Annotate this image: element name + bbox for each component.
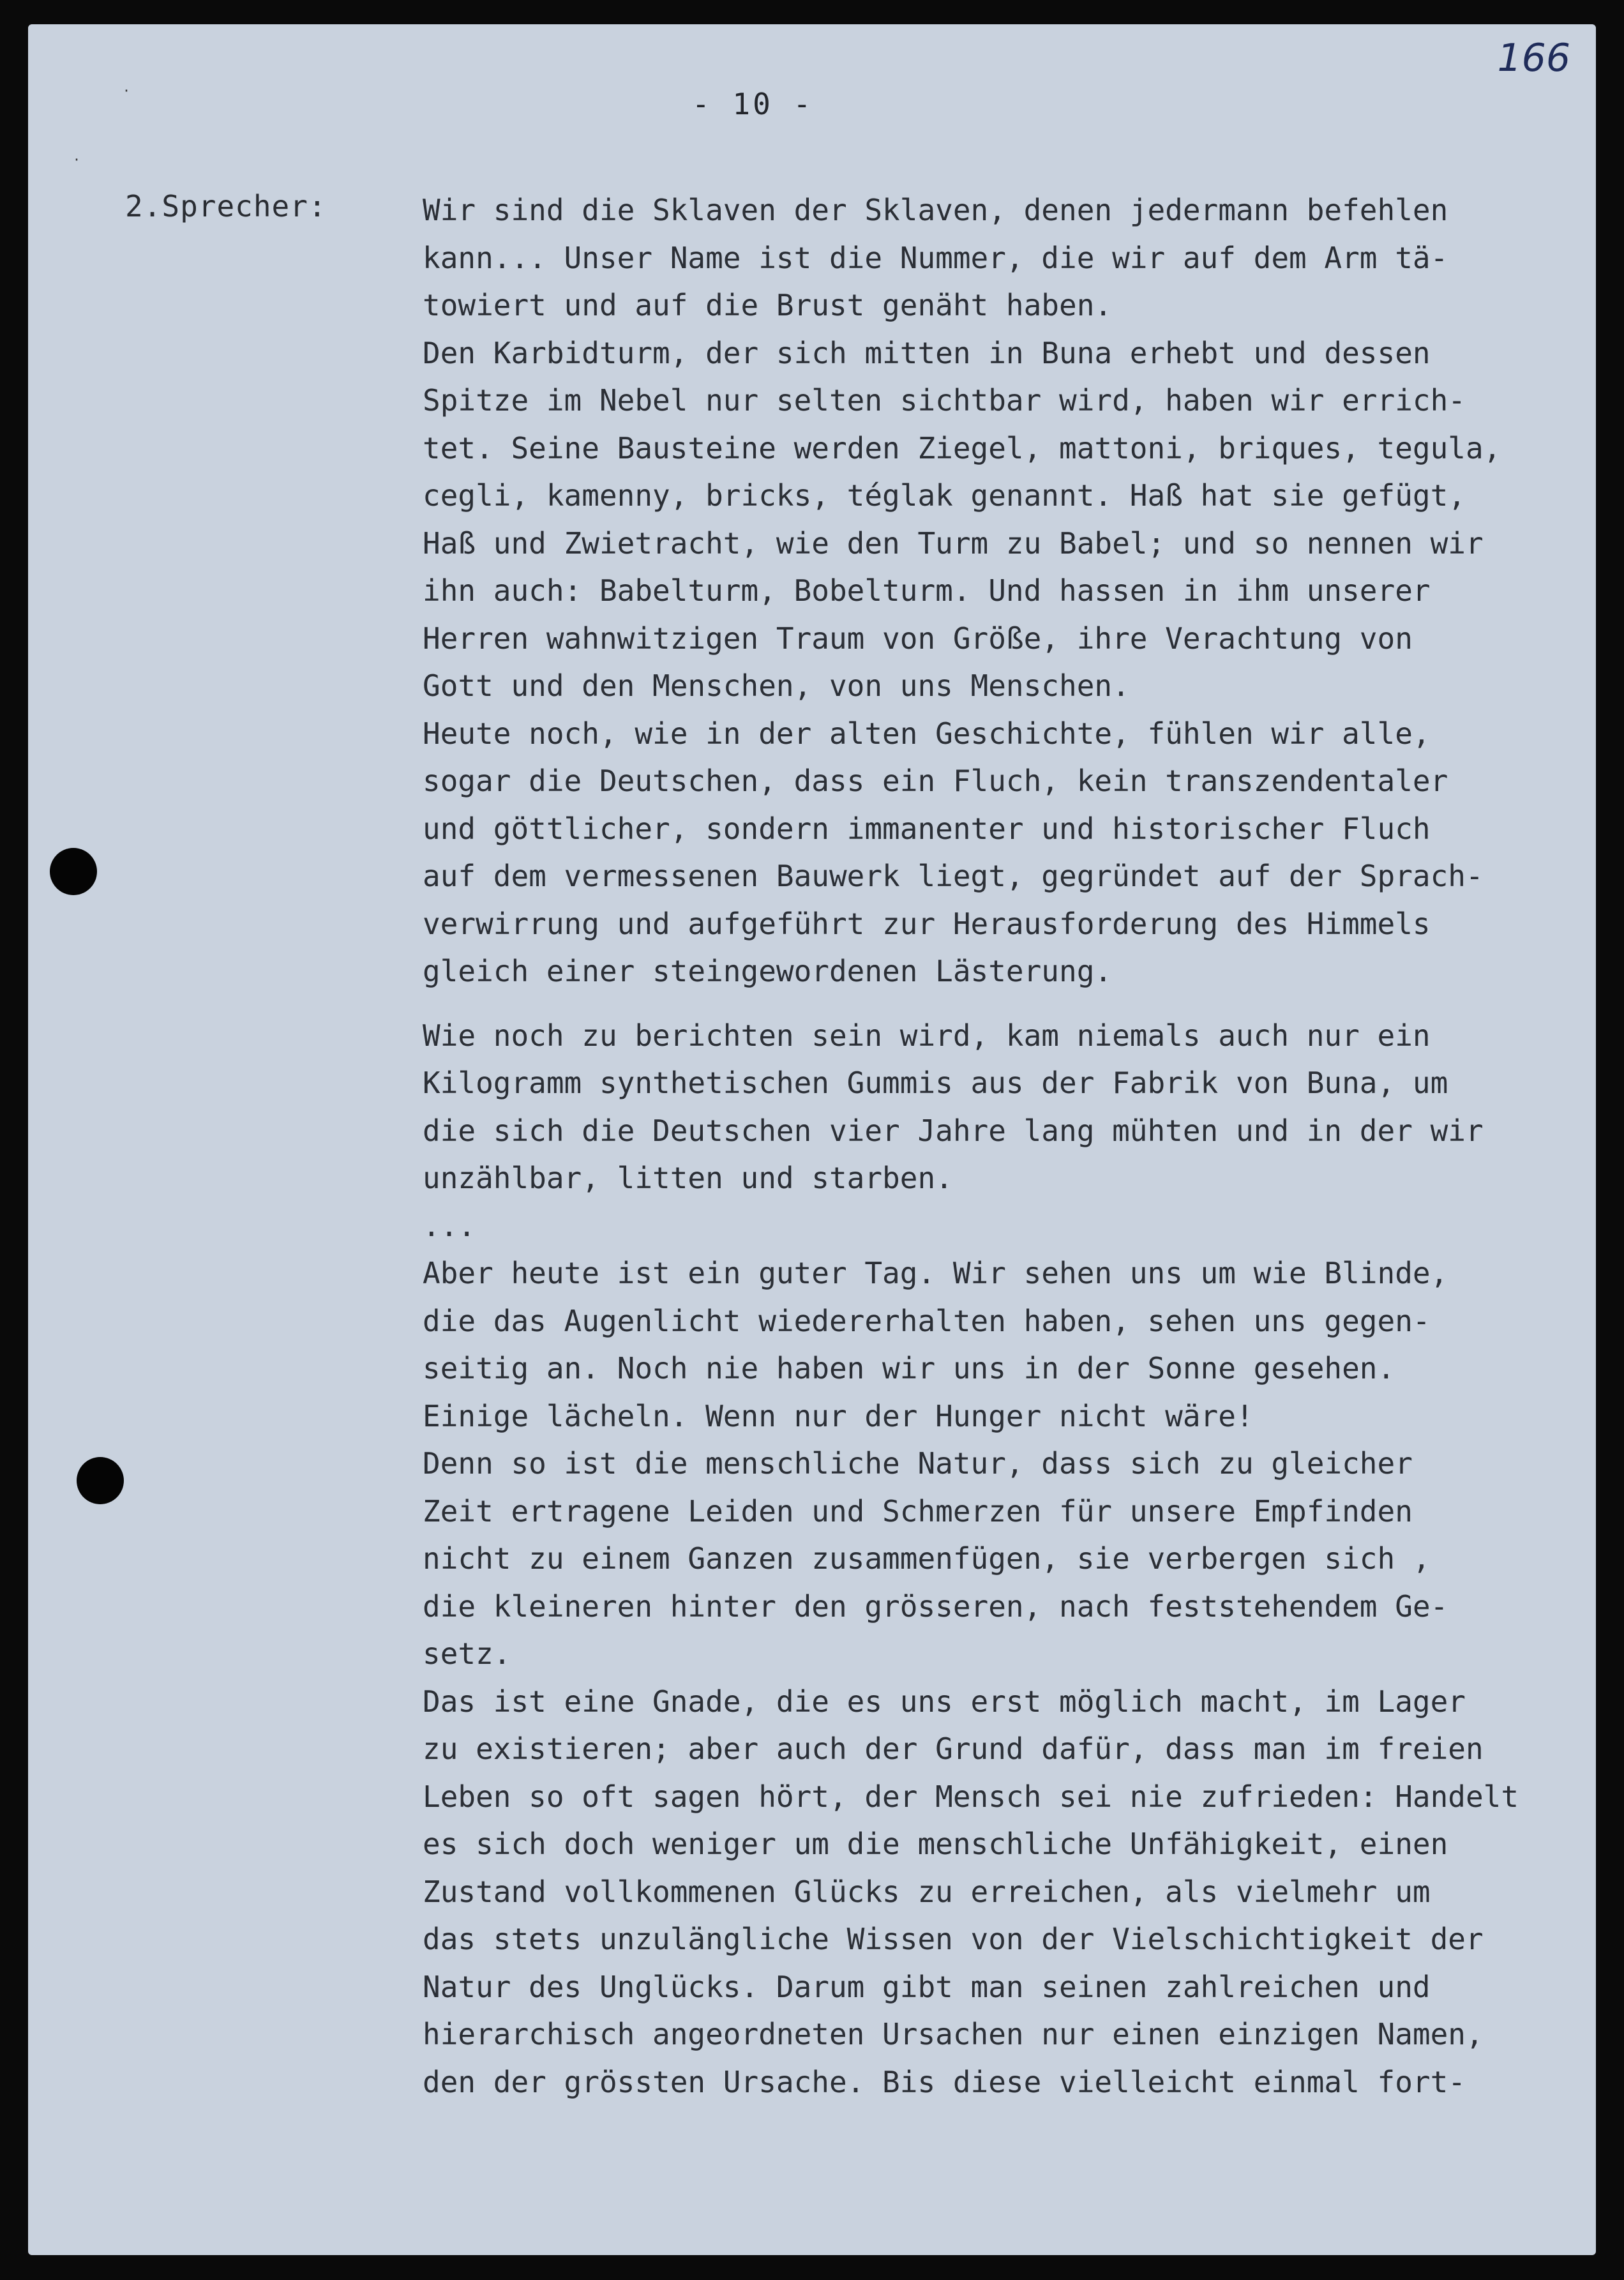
text-line: die kleineren hinter den grösseren, nach feststehendem Ge- xyxy=(423,1589,1448,1624)
text-line: towiert und auf die Brust genäht haben. xyxy=(423,288,1113,322)
text-line: gleich einer steingewordenen Lästerung. xyxy=(423,954,1113,988)
text-line: Spitze im Nebel nur selten sichtbar wird, haben wir errich- xyxy=(423,383,1466,418)
text-line: die sich die Deutschen vier Jahre lang mühten und in der wir xyxy=(423,1113,1484,1148)
text-line: cegli, kamenny, bricks, téglak genannt. Haß hat sie gefügt, xyxy=(423,478,1466,513)
text-line: nicht zu einem Ganzen zusammenfügen, sie verbergen sich , xyxy=(423,1541,1431,1576)
speck-mark: · xyxy=(123,83,131,98)
paragraph-2 xyxy=(423,1012,1623,2106)
document-page xyxy=(28,24,1596,2255)
paragraph-gap xyxy=(423,995,1623,1012)
punch-hole xyxy=(77,1457,124,1504)
text-line: Wie noch zu berichten sein wird, kam niemals auch nur ein xyxy=(423,1018,1431,1053)
text-line: unzählbar, litten und starben. xyxy=(423,1161,953,1195)
text-line: Gott und den Menschen, von uns Menschen. xyxy=(423,668,1130,703)
text-line: Herren wahnwitzigen Traum von Größe, ihre Verachtung von xyxy=(423,621,1413,656)
text-line: tet. Seine Bausteine werden Ziegel, mattoni, briques, tegula, xyxy=(423,430,1501,465)
archive-page-number: 166 xyxy=(1497,36,1570,80)
text-line: den der grössten Ursache. Bis diese vielleicht einmal fort- xyxy=(423,2064,1466,2099)
speaker-label: 2.Sprecher: xyxy=(125,189,327,223)
text-line: verwirrung und aufgeführt zur Herausforderung des Himmels xyxy=(423,906,1431,941)
text-line: das stets unzulängliche Wissen von der Vielschichtigkeit der xyxy=(423,1922,1484,1956)
text-line: ... xyxy=(423,1208,476,1243)
text-line: zu existieren; aber auch der Grund dafür, dass man im freien xyxy=(423,1732,1484,1766)
text-line: Zeit ertragene Leiden und Schmerzen für unsere Empfinden xyxy=(423,1493,1413,1529)
text-line: Heute noch, wie in der alten Geschichte, fühlen wir alle, xyxy=(423,716,1431,751)
paragraph-1 xyxy=(423,186,1623,995)
text-line: Kilogramm synthetischen Gummis aus der Fabrik von Buna, um xyxy=(423,1066,1448,1100)
text-line: Zustand vollkommenen Glücks zu erreichen, als vielmehr um xyxy=(423,1874,1431,1909)
text-line: sogar die Deutschen, dass ein Fluch, kein transzendentaler xyxy=(423,764,1448,798)
text-line: auf dem vermessenen Bauwerk liegt, gegründet auf der Sprach- xyxy=(423,859,1484,893)
page-number: - 10 - xyxy=(692,87,814,121)
text-line: Leben so oft sagen hört, der Mensch sei nie zufrieden: Handelt xyxy=(423,1779,1519,1814)
text-line: setz. xyxy=(423,1636,511,1671)
text-line: ihn auch: Babelturm, Bobelturm. Und hassen in ihm unserer xyxy=(423,573,1431,608)
punch-hole xyxy=(50,848,97,895)
text-line: die das Augenlicht wiedererhalten haben, sehen uns gegen- xyxy=(423,1303,1431,1338)
text-line: hierarchisch angeordneten Ursachen nur einen einzigen Namen, xyxy=(423,2017,1484,2051)
text-line: Den Karbidturm, der sich mitten in Buna erhebt und dessen xyxy=(423,335,1431,370)
text-line: und göttlicher, sondern immanenter und historischer Fluch xyxy=(423,811,1431,846)
speck-mark: · xyxy=(73,152,81,167)
text-line: es sich doch weniger um die menschliche Unfähigkeit, einen xyxy=(423,1827,1448,1861)
text-line: Haß und Zwietracht, wie den Turm zu Babel; und so nennen wir xyxy=(423,525,1484,561)
text-line: Aber heute ist ein guter Tag. Wir sehen uns um wie Blinde, xyxy=(423,1256,1448,1290)
text-line: kann... Unser Name ist die Nummer, die wir auf dem Arm tä- xyxy=(423,240,1448,275)
text-line: Denn so ist die menschliche Natur, dass sich zu gleicher xyxy=(423,1446,1413,1481)
text-line: Einige lächeln. Wenn nur der Hunger nicht wäre! xyxy=(423,1398,1254,1433)
typed-body-text xyxy=(423,186,1623,2106)
text-line: seitig an. Noch nie haben wir uns in der Sonne gesehen. xyxy=(423,1351,1395,1385)
text-line: Wir sind die Sklaven der Sklaven, denen jedermann befehlen xyxy=(423,193,1448,227)
text-line: Natur des Unglücks. Darum gibt man seinen zahlreichen und xyxy=(423,1969,1431,2004)
text-line: Das ist eine Gnade, die es uns erst möglich macht, im Lager xyxy=(423,1684,1466,1719)
